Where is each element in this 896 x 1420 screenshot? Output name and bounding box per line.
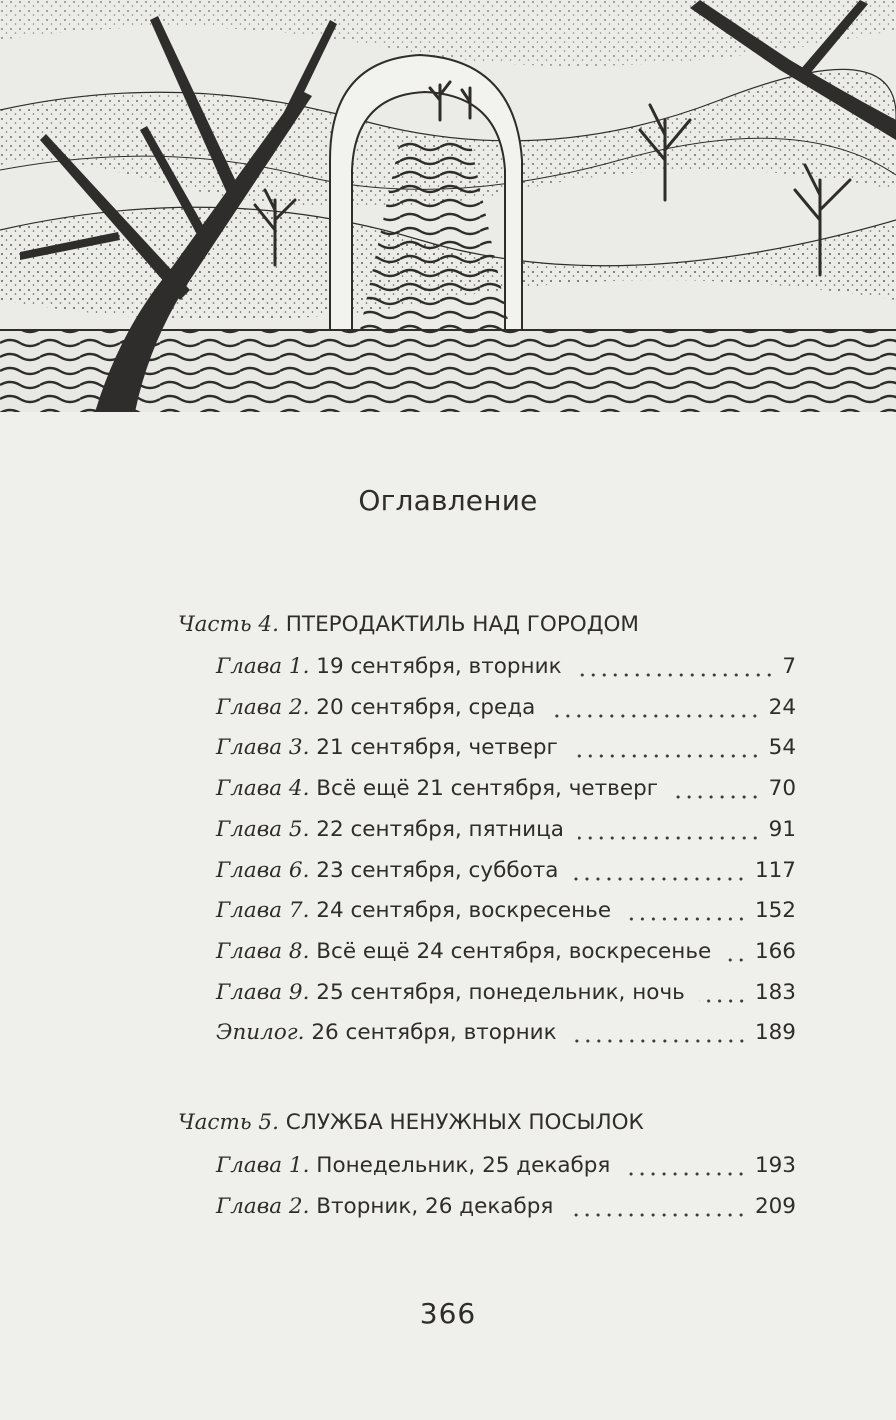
dot-leader xyxy=(578,836,761,840)
part-prefix: Часть 5. xyxy=(178,1110,279,1135)
chapter-page-number: 54 xyxy=(768,735,796,761)
chapter-page-number: 91 xyxy=(768,816,796,842)
toc-part-heading xyxy=(178,612,639,637)
toc-entry[interactable] xyxy=(216,735,796,765)
chapter-title: 26 сентября, вторник xyxy=(311,1020,557,1046)
chapter-prefix: Глава 2. xyxy=(216,694,310,720)
dot-leader xyxy=(571,1039,747,1043)
chapter-title: 20 сентября, среда xyxy=(316,694,536,720)
dot-leader xyxy=(567,1213,747,1217)
toc-entry[interactable] xyxy=(216,776,796,806)
chapter-prefix: Эпилог. xyxy=(216,1020,305,1046)
toc-entry[interactable] xyxy=(216,1153,796,1183)
dot-leader xyxy=(549,714,760,718)
chapter-prefix: Глава 4. xyxy=(216,776,310,802)
toc-entry[interactable] xyxy=(216,695,796,725)
part-title: ПТЕРОДАКТИЛЬ НАД ГОРОДОМ xyxy=(285,612,639,637)
chapter-prefix: Глава 5. xyxy=(216,816,310,842)
dot-leader xyxy=(672,795,761,799)
chapter-page-number: 7 xyxy=(782,654,796,679)
toc-title: Оглавление xyxy=(358,484,538,517)
page-number: 366 xyxy=(419,1297,477,1330)
chapter-title: 23 сентября, суббота xyxy=(316,857,559,883)
header-illustration xyxy=(0,0,896,412)
toc-entry[interactable] xyxy=(216,1020,796,1050)
chapter-prefix: Глава 2. xyxy=(216,1193,310,1219)
chapter-page-number: 189 xyxy=(754,1020,796,1046)
toc-part-heading xyxy=(178,1110,644,1135)
chapter-prefix: Глава 1. xyxy=(216,1153,310,1178)
chapter-title: Всё ещё 21 сентября, четверг xyxy=(316,776,659,802)
chapter-page-number: 152 xyxy=(754,898,796,924)
chapter-page-number: 70 xyxy=(768,776,796,802)
chapter-page-number: 209 xyxy=(754,1193,796,1219)
chapter-prefix: Глава 8. xyxy=(216,938,310,964)
toc-entry[interactable] xyxy=(216,654,796,684)
chapter-page-number: 166 xyxy=(754,938,796,964)
dot-leader xyxy=(725,958,747,962)
toc-entry[interactable] xyxy=(216,1194,796,1224)
chapter-title: Понедельник, 25 декабря xyxy=(316,1153,611,1178)
part-title: СЛУЖБА НЕНУЖНЫХ ПОСЫЛОК xyxy=(285,1110,644,1135)
toc-entry[interactable] xyxy=(216,858,796,888)
toc-entry[interactable] xyxy=(216,939,796,969)
chapter-title: 19 сентября, вторник xyxy=(316,654,562,679)
chapter-title: 22 сентября, пятница xyxy=(316,816,564,842)
part-prefix: Часть 4. xyxy=(178,612,279,637)
toc-entry[interactable] xyxy=(216,898,796,928)
chapter-page-number: 183 xyxy=(754,979,796,1005)
dot-leader xyxy=(625,917,747,921)
chapter-prefix: Глава 7. xyxy=(216,898,310,924)
chapter-prefix: Глава 1. xyxy=(216,654,310,679)
chapter-title: 21 сентября, четверг xyxy=(316,735,558,761)
dot-leader xyxy=(576,673,775,677)
chapter-prefix: Глава 9. xyxy=(216,979,310,1005)
landscape-illustration xyxy=(0,0,896,412)
chapter-title: 24 сентября, воскресенье xyxy=(316,898,612,924)
dot-leader xyxy=(624,1172,747,1176)
chapter-page-number: 193 xyxy=(754,1153,796,1178)
toc-entry[interactable] xyxy=(216,817,796,847)
dot-leader xyxy=(572,754,761,758)
chapter-page-number: 117 xyxy=(754,857,796,883)
chapter-prefix: Глава 6. xyxy=(216,857,310,883)
chapter-title: 25 сентября, понедельник, ночь xyxy=(316,979,685,1005)
dot-leader xyxy=(699,999,747,1003)
chapter-page-number: 24 xyxy=(768,694,796,720)
toc-entry[interactable] xyxy=(216,980,796,1010)
chapter-prefix: Глава 3. xyxy=(216,735,310,761)
chapter-title: Вторник, 26 декабря xyxy=(316,1193,554,1219)
dot-leader xyxy=(572,877,746,881)
chapter-title: Всё ещё 24 сентября, воскресенье xyxy=(316,938,712,964)
